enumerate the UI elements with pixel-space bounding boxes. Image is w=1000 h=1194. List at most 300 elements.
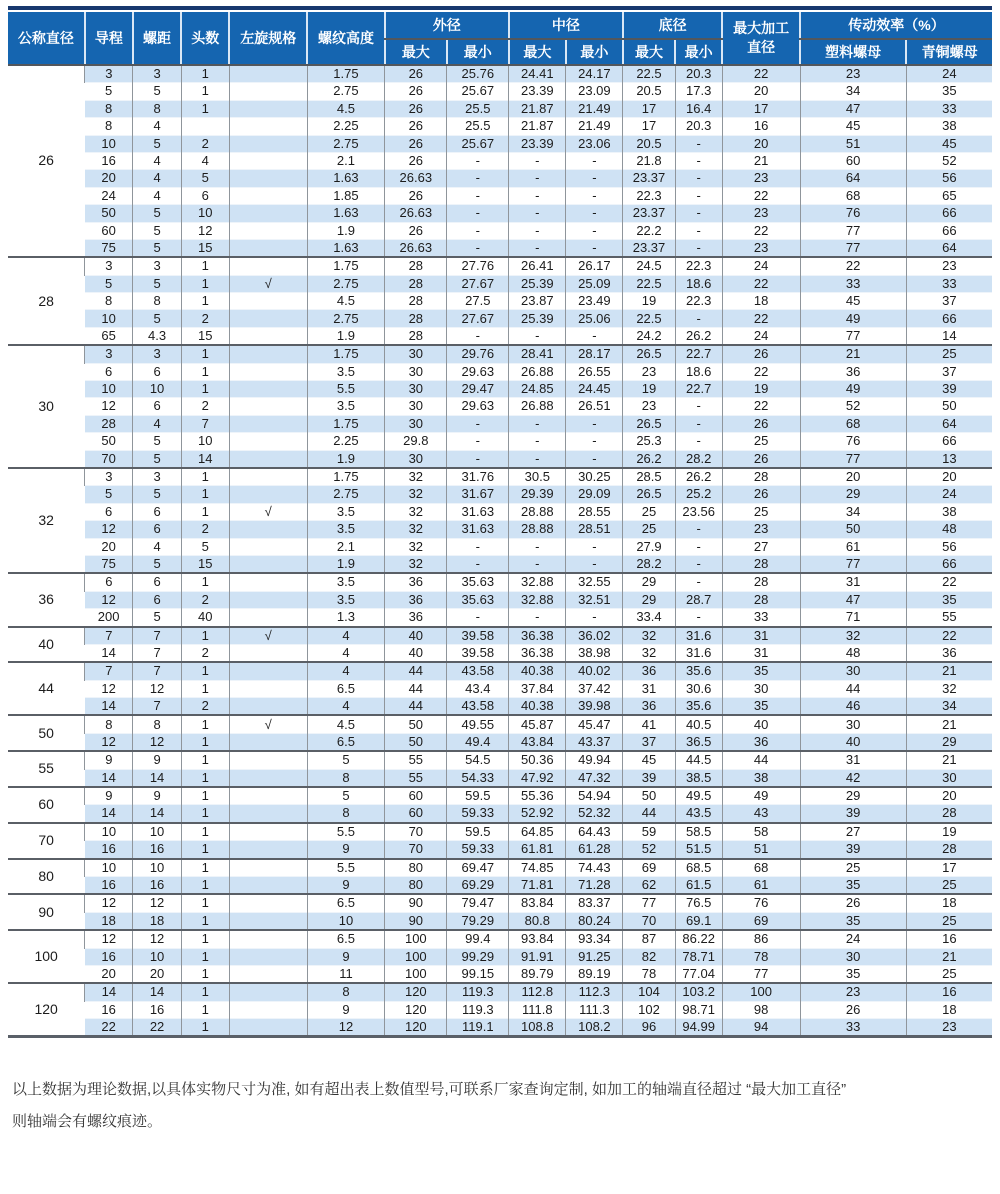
- table-cell: 35: [906, 83, 992, 100]
- table-cell: 21.87: [509, 118, 566, 135]
- header-max-machining-line1: 最大加工: [733, 20, 790, 37]
- table-cell: 16: [133, 876, 181, 894]
- table-cell: 12: [85, 591, 133, 608]
- table-cell: 29: [623, 591, 675, 608]
- table-cell: 43.5: [675, 805, 722, 823]
- table-cell: 31.76: [447, 468, 509, 486]
- nominal-diameter-cell: 80: [8, 859, 85, 895]
- nominal-diameter-cell: 32: [8, 468, 85, 573]
- table-cell: 1: [181, 1019, 229, 1037]
- table-cell: 6: [85, 363, 133, 380]
- table-row: [8, 450, 992, 468]
- table-cell: 59.5: [447, 787, 509, 805]
- table-cell: 26: [722, 415, 800, 432]
- table-cell: 2.75: [307, 275, 385, 292]
- table-cell: -: [675, 433, 722, 450]
- table-cell: 31: [623, 680, 675, 697]
- table-cell: 31.6: [675, 644, 722, 662]
- table-cell: 36.38: [509, 627, 566, 645]
- table-cell: 44.5: [675, 751, 722, 769]
- table-cell: 29.8: [385, 433, 447, 450]
- table-cell: [229, 521, 307, 538]
- table-cell: 99.4: [447, 930, 509, 948]
- table-cell: 77: [800, 239, 906, 257]
- table-cell: 43.58: [447, 662, 509, 680]
- table-cell: 15: [181, 555, 229, 573]
- table-cell: 60: [85, 222, 133, 239]
- table-row: [8, 222, 992, 239]
- table-cell: 21.8: [623, 152, 675, 169]
- table-cell: -: [447, 222, 509, 239]
- table-cell: 99.29: [447, 948, 509, 965]
- table-cell: 10: [133, 823, 181, 841]
- table-cell: 1: [181, 965, 229, 983]
- table-cell: 7: [133, 698, 181, 716]
- table-row: [8, 170, 992, 187]
- table-cell: 41: [623, 715, 675, 733]
- table-cell: 21: [906, 662, 992, 680]
- table-cell: 29: [906, 733, 992, 751]
- table-cell: [229, 751, 307, 769]
- table-cell: 9: [85, 751, 133, 769]
- table-cell: 24.41: [509, 65, 566, 83]
- table-cell: 16: [85, 876, 133, 894]
- table-cell: 69.1: [675, 912, 722, 930]
- table-cell: 100: [722, 983, 800, 1001]
- table-cell: 64.85: [509, 823, 566, 841]
- table-cell: 43: [722, 805, 800, 823]
- table-cell: -: [675, 152, 722, 169]
- table-cell: 5: [133, 433, 181, 450]
- table-cell: 49: [722, 787, 800, 805]
- table-cell: 71: [800, 609, 906, 627]
- table-cell: 22: [906, 573, 992, 591]
- table-cell: -: [447, 433, 509, 450]
- spec-table-wrapper: [8, 6, 992, 1038]
- table-cell: -: [447, 205, 509, 222]
- table-cell: -: [675, 521, 722, 538]
- table-cell: 49.4: [447, 733, 509, 751]
- table-cell: 43.4: [447, 680, 509, 697]
- nominal-diameter-cell: 100: [8, 930, 85, 983]
- table-cell: 28: [385, 310, 447, 327]
- table-cell: 48: [906, 521, 992, 538]
- table-row: [8, 486, 992, 503]
- table-cell: 1.9: [307, 555, 385, 573]
- table-cell: 1: [181, 751, 229, 769]
- table-cell: 30: [800, 662, 906, 680]
- table-cell: 1.85: [307, 187, 385, 204]
- table-cell: 5: [181, 170, 229, 187]
- table-cell: 10: [181, 433, 229, 450]
- table-cell: 80: [385, 876, 447, 894]
- table-cell: 61: [800, 538, 906, 555]
- table-cell: 31.63: [447, 521, 509, 538]
- table-cell: 52: [906, 152, 992, 169]
- table-cell: 21.87: [509, 100, 566, 117]
- table-cell: 32: [623, 627, 675, 645]
- table-cell: 1: [181, 65, 229, 83]
- table-cell: 44: [385, 662, 447, 680]
- table-cell: 12: [85, 930, 133, 948]
- table-cell: 22: [722, 275, 800, 292]
- table-cell: 28: [385, 293, 447, 310]
- table-cell: 10: [181, 205, 229, 222]
- table-cell: 32: [623, 644, 675, 662]
- table-cell: 31: [800, 751, 906, 769]
- table-cell: 14: [85, 698, 133, 716]
- table-cell: 17: [623, 118, 675, 135]
- table-cell: 51.5: [675, 841, 722, 859]
- table-cell: 71.28: [566, 876, 623, 894]
- table-cell: -: [566, 187, 623, 204]
- table-cell: 22: [85, 1019, 133, 1037]
- table-cell: 6: [133, 521, 181, 538]
- table-cell: 30: [906, 769, 992, 787]
- table-cell: 3: [133, 345, 181, 363]
- table-cell: 12: [85, 733, 133, 751]
- table-cell: 9: [307, 876, 385, 894]
- table-header: [8, 12, 992, 65]
- table-cell: 8: [85, 118, 133, 135]
- table-cell: 50: [385, 733, 447, 751]
- table-cell: 24: [800, 930, 906, 948]
- table-cell: 29.63: [447, 363, 509, 380]
- table-cell: 23.39: [509, 135, 566, 152]
- table-cell: 1: [181, 912, 229, 930]
- table-cell: 100: [385, 965, 447, 983]
- header-outer-diameter-group: 外径: [385, 12, 509, 39]
- table-cell: 1: [181, 930, 229, 948]
- table-cell: 50: [85, 433, 133, 450]
- table-cell: 30: [385, 363, 447, 380]
- table-cell: 93.84: [509, 930, 566, 948]
- table-cell: 6: [133, 398, 181, 415]
- table-cell: [229, 100, 307, 117]
- table-cell: 26: [385, 222, 447, 239]
- table-cell: 77: [800, 327, 906, 345]
- table-cell: 5: [307, 751, 385, 769]
- table-cell: 70: [385, 823, 447, 841]
- table-cell: 58.5: [675, 823, 722, 841]
- table-cell: 24.45: [566, 381, 623, 398]
- table-cell: 39: [906, 381, 992, 398]
- table-cell: 32: [385, 468, 447, 486]
- table-cell: 36.02: [566, 627, 623, 645]
- table-cell: -: [447, 555, 509, 573]
- table-cell: 1: [181, 363, 229, 380]
- table-cell: -: [447, 450, 509, 468]
- table-cell: 18: [85, 912, 133, 930]
- table-cell: 32: [385, 538, 447, 555]
- table-cell: 28.41: [509, 345, 566, 363]
- table-cell: 111.8: [509, 1001, 566, 1018]
- table-cell: 61.81: [509, 841, 566, 859]
- table-cell: 55: [385, 769, 447, 787]
- table-row: [8, 433, 992, 450]
- table-cell: 5: [133, 310, 181, 327]
- table-cell: 43.58: [447, 698, 509, 716]
- table-cell: 16: [906, 983, 992, 1001]
- table-cell: 45: [623, 751, 675, 769]
- table-cell: 32: [385, 486, 447, 503]
- table-cell: 14: [85, 769, 133, 787]
- table-cell: 23.37: [623, 239, 675, 257]
- table-cell: 8: [85, 715, 133, 733]
- table-cell: 4: [133, 415, 181, 432]
- table-cell: 2: [181, 521, 229, 538]
- table-row: [8, 733, 992, 751]
- table-cell: 119.1: [447, 1019, 509, 1037]
- table-cell: 66: [906, 310, 992, 327]
- footer-note: [12, 1074, 992, 1137]
- table-cell: [229, 609, 307, 627]
- table-cell: 42: [800, 769, 906, 787]
- table-cell: 6.5: [307, 680, 385, 697]
- table-cell: 50: [800, 521, 906, 538]
- table-cell: 22: [722, 187, 800, 204]
- table-cell: 1: [181, 948, 229, 965]
- table-cell: 7: [133, 662, 181, 680]
- table-cell: 3.5: [307, 521, 385, 538]
- spec-table: [8, 12, 992, 1038]
- header-max-machining-line2: 直径: [747, 39, 776, 55]
- table-cell: 5: [133, 239, 181, 257]
- table-cell: 22: [722, 363, 800, 380]
- table-cell: 75: [85, 555, 133, 573]
- table-cell: 120: [385, 1019, 447, 1037]
- table-cell: 77: [800, 222, 906, 239]
- table-cell: 1: [181, 894, 229, 912]
- table-cell: 23: [906, 257, 992, 275]
- table-cell: [229, 152, 307, 169]
- table-cell: 22.7: [675, 345, 722, 363]
- table-cell: 25.5: [447, 118, 509, 135]
- table-cell: -: [675, 239, 722, 257]
- table-cell: 22.5: [623, 65, 675, 83]
- header-pd-min: 最小: [566, 39, 623, 65]
- table-cell: 21.49: [566, 100, 623, 117]
- table-cell: 33: [906, 275, 992, 292]
- table-cell: √: [229, 627, 307, 645]
- table-cell: 4: [133, 118, 181, 135]
- table-cell: 27.9: [623, 538, 675, 555]
- table-cell: 4: [307, 698, 385, 716]
- table-cell: 5.5: [307, 859, 385, 877]
- table-cell: -: [566, 450, 623, 468]
- table-cell: 26: [385, 152, 447, 169]
- table-cell: 86.22: [675, 930, 722, 948]
- table-cell: 31: [722, 627, 800, 645]
- table-cell: 22.2: [623, 222, 675, 239]
- table-cell: 20: [722, 135, 800, 152]
- table-cell: 45.47: [566, 715, 623, 733]
- table-row: [8, 293, 992, 310]
- table-cell: 38: [906, 503, 992, 520]
- table-cell: 33: [906, 100, 992, 117]
- table-cell: 62: [623, 876, 675, 894]
- table-cell: 3.5: [307, 363, 385, 380]
- table-cell: 36: [623, 698, 675, 716]
- nominal-diameter-cell: 44: [8, 662, 85, 715]
- table-cell: 58: [722, 823, 800, 841]
- table-cell: 19: [623, 381, 675, 398]
- table-cell: 9: [307, 1001, 385, 1018]
- table-cell: 20.5: [623, 83, 675, 100]
- table-cell: 6: [85, 573, 133, 591]
- table-cell: 26: [722, 486, 800, 503]
- table-cell: 39.58: [447, 644, 509, 662]
- table-cell: 20: [133, 965, 181, 983]
- table-cell: 27.76: [447, 257, 509, 275]
- table-cell: 38.98: [566, 644, 623, 662]
- table-cell: [229, 983, 307, 1001]
- header-bronze-nut: 青铜螺母: [906, 39, 992, 65]
- table-cell: [229, 486, 307, 503]
- table-cell: 91.91: [509, 948, 566, 965]
- table-cell: [229, 415, 307, 432]
- table-cell: 31: [800, 573, 906, 591]
- table-cell: [229, 787, 307, 805]
- table-cell: 22: [722, 222, 800, 239]
- table-cell: 3: [85, 468, 133, 486]
- table-cell: 1.75: [307, 257, 385, 275]
- table-cell: √: [229, 275, 307, 292]
- table-cell: 90: [385, 912, 447, 930]
- table-cell: -: [675, 555, 722, 573]
- table-cell: 9: [133, 751, 181, 769]
- table-cell: 1: [181, 1001, 229, 1018]
- table-cell: 22.3: [675, 293, 722, 310]
- table-cell: 23.49: [566, 293, 623, 310]
- table-cell: 22: [906, 627, 992, 645]
- table-cell: 4: [307, 627, 385, 645]
- table-cell: 6: [133, 363, 181, 380]
- table-cell: [229, 859, 307, 877]
- table-cell: [181, 118, 229, 135]
- table-cell: 35: [800, 912, 906, 930]
- table-cell: 1: [181, 805, 229, 823]
- table-row: [8, 239, 992, 257]
- table-cell: 1: [181, 293, 229, 310]
- table-cell: 83.84: [509, 894, 566, 912]
- table-cell: 1.75: [307, 65, 385, 83]
- table-cell: 50: [623, 787, 675, 805]
- table-row: [8, 627, 992, 645]
- table-cell: 68: [800, 415, 906, 432]
- table-cell: 16: [906, 930, 992, 948]
- table-cell: 28.88: [509, 521, 566, 538]
- table-cell: 26.51: [566, 398, 623, 415]
- table-row: [8, 609, 992, 627]
- table-cell: 17.3: [675, 83, 722, 100]
- table-row: [8, 983, 992, 1001]
- table-cell: 120: [385, 1001, 447, 1018]
- table-cell: 1.9: [307, 222, 385, 239]
- table-cell: 14: [181, 450, 229, 468]
- table-row: [8, 841, 992, 859]
- table-cell: 77: [722, 965, 800, 983]
- table-cell: 28: [906, 841, 992, 859]
- table-cell: 25: [800, 859, 906, 877]
- table-cell: -: [675, 538, 722, 555]
- table-cell: 25.3: [623, 433, 675, 450]
- table-cell: 2.75: [307, 310, 385, 327]
- table-row: [8, 205, 992, 222]
- table-cell: 22: [722, 310, 800, 327]
- table-cell: 26.63: [385, 205, 447, 222]
- table-cell: 47.32: [566, 769, 623, 787]
- table-cell: 68: [722, 859, 800, 877]
- table-cell: 32.51: [566, 591, 623, 608]
- table-cell: -: [566, 415, 623, 432]
- header-nominal-diameter: 公称直径: [8, 12, 85, 65]
- table-cell: [229, 662, 307, 680]
- table-cell: 29.39: [509, 486, 566, 503]
- table-cell: 40.02: [566, 662, 623, 680]
- table-cell: 18: [906, 1001, 992, 1018]
- table-cell: 50.36: [509, 751, 566, 769]
- table-cell: [229, 293, 307, 310]
- table-cell: 23: [623, 363, 675, 380]
- table-cell: 14: [133, 983, 181, 1001]
- table-cell: 21: [800, 345, 906, 363]
- table-cell: 29.09: [566, 486, 623, 503]
- table-cell: 49.94: [566, 751, 623, 769]
- table-cell: 49.5: [675, 787, 722, 805]
- header-root-diameter-group: 底径: [623, 12, 722, 39]
- table-cell: 28.17: [566, 345, 623, 363]
- table-cell: 4.5: [307, 715, 385, 733]
- table-cell: 37: [906, 293, 992, 310]
- table-cell: 28: [906, 805, 992, 823]
- table-cell: 2.75: [307, 83, 385, 100]
- table-cell: 36: [722, 733, 800, 751]
- table-cell: 1.63: [307, 239, 385, 257]
- table-cell: 52: [800, 398, 906, 415]
- table-cell: 5: [133, 205, 181, 222]
- table-cell: 21: [722, 152, 800, 169]
- table-cell: 23.09: [566, 83, 623, 100]
- table-cell: 54.5: [447, 751, 509, 769]
- table-cell: 66: [906, 555, 992, 573]
- table-cell: 1: [181, 257, 229, 275]
- table-cell: 21: [906, 715, 992, 733]
- table-cell: 1: [181, 275, 229, 292]
- table-cell: -: [509, 222, 566, 239]
- table-cell: 23.37: [623, 170, 675, 187]
- table-cell: [229, 65, 307, 83]
- table-cell: 44: [800, 680, 906, 697]
- table-cell: -: [566, 152, 623, 169]
- table-cell: 65: [85, 327, 133, 345]
- table-cell: 6: [85, 503, 133, 520]
- table-cell: 6.5: [307, 733, 385, 751]
- table-cell: 20.3: [675, 118, 722, 135]
- nominal-diameter-cell: 55: [8, 751, 85, 787]
- table-cell: 1: [181, 573, 229, 591]
- table-cell: -: [509, 538, 566, 555]
- table-cell: 26.5: [623, 345, 675, 363]
- table-cell: 30: [722, 680, 800, 697]
- table-row: [8, 591, 992, 608]
- table-cell: -: [447, 538, 509, 555]
- table-cell: 26: [385, 135, 447, 152]
- table-cell: 66: [906, 205, 992, 222]
- table-cell: 119.3: [447, 983, 509, 1001]
- table-cell: 96: [623, 1019, 675, 1037]
- table-cell: 49.55: [447, 715, 509, 733]
